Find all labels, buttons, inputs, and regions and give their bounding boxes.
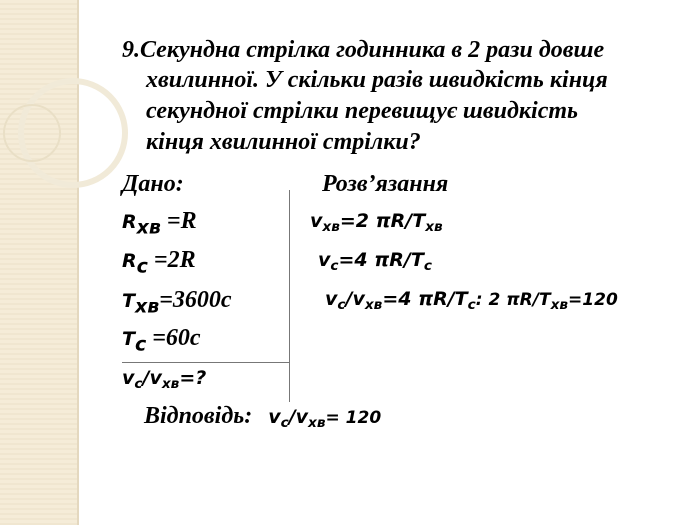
vertical-divider: [289, 190, 290, 402]
question-line-2: хвилинної. У скільки разів швидкість кінця: [146, 67, 608, 93]
given-period-minute: $T_{хв}=3600с$: [122, 287, 232, 318]
given-header: Дано:: [122, 171, 184, 197]
answer: Відповідь: $v_c/v_{хв}= 120$: [144, 403, 382, 431]
find-ratio: $v_c/v_{хв}=$?: [122, 367, 207, 392]
solution-line-3: $v_c/v_{хв}=4$ $\pi R/T_c$: 2 $\pi R/T_{хв}=120$: [325, 288, 618, 313]
solution-line-2: $v_c=4$ $\pi R/T_c$: [318, 249, 432, 274]
answer-label: Відповідь:: [144, 403, 253, 429]
solution-header: Розв’язання: [322, 171, 449, 197]
given-radius-minute: $R_{хв} =R$: [122, 208, 197, 239]
question-line-1: 9.Секундна стрілка годинника в 2 рази довше: [122, 37, 605, 63]
given-radius-second: $R_c =2R$: [122, 247, 196, 278]
solution-line-1: $v_{хв}=2$ $\pi R/T_{хв}$: [310, 210, 443, 235]
question-line-4: кінця хвилинної стрілки?: [146, 129, 421, 155]
horizontal-divider: [122, 362, 290, 363]
decorative-ring-small: [3, 104, 61, 162]
given-period-second: $T_c =60с$: [122, 325, 201, 356]
question-line-3: секундної стрілки перевищує швидкість: [146, 98, 578, 124]
